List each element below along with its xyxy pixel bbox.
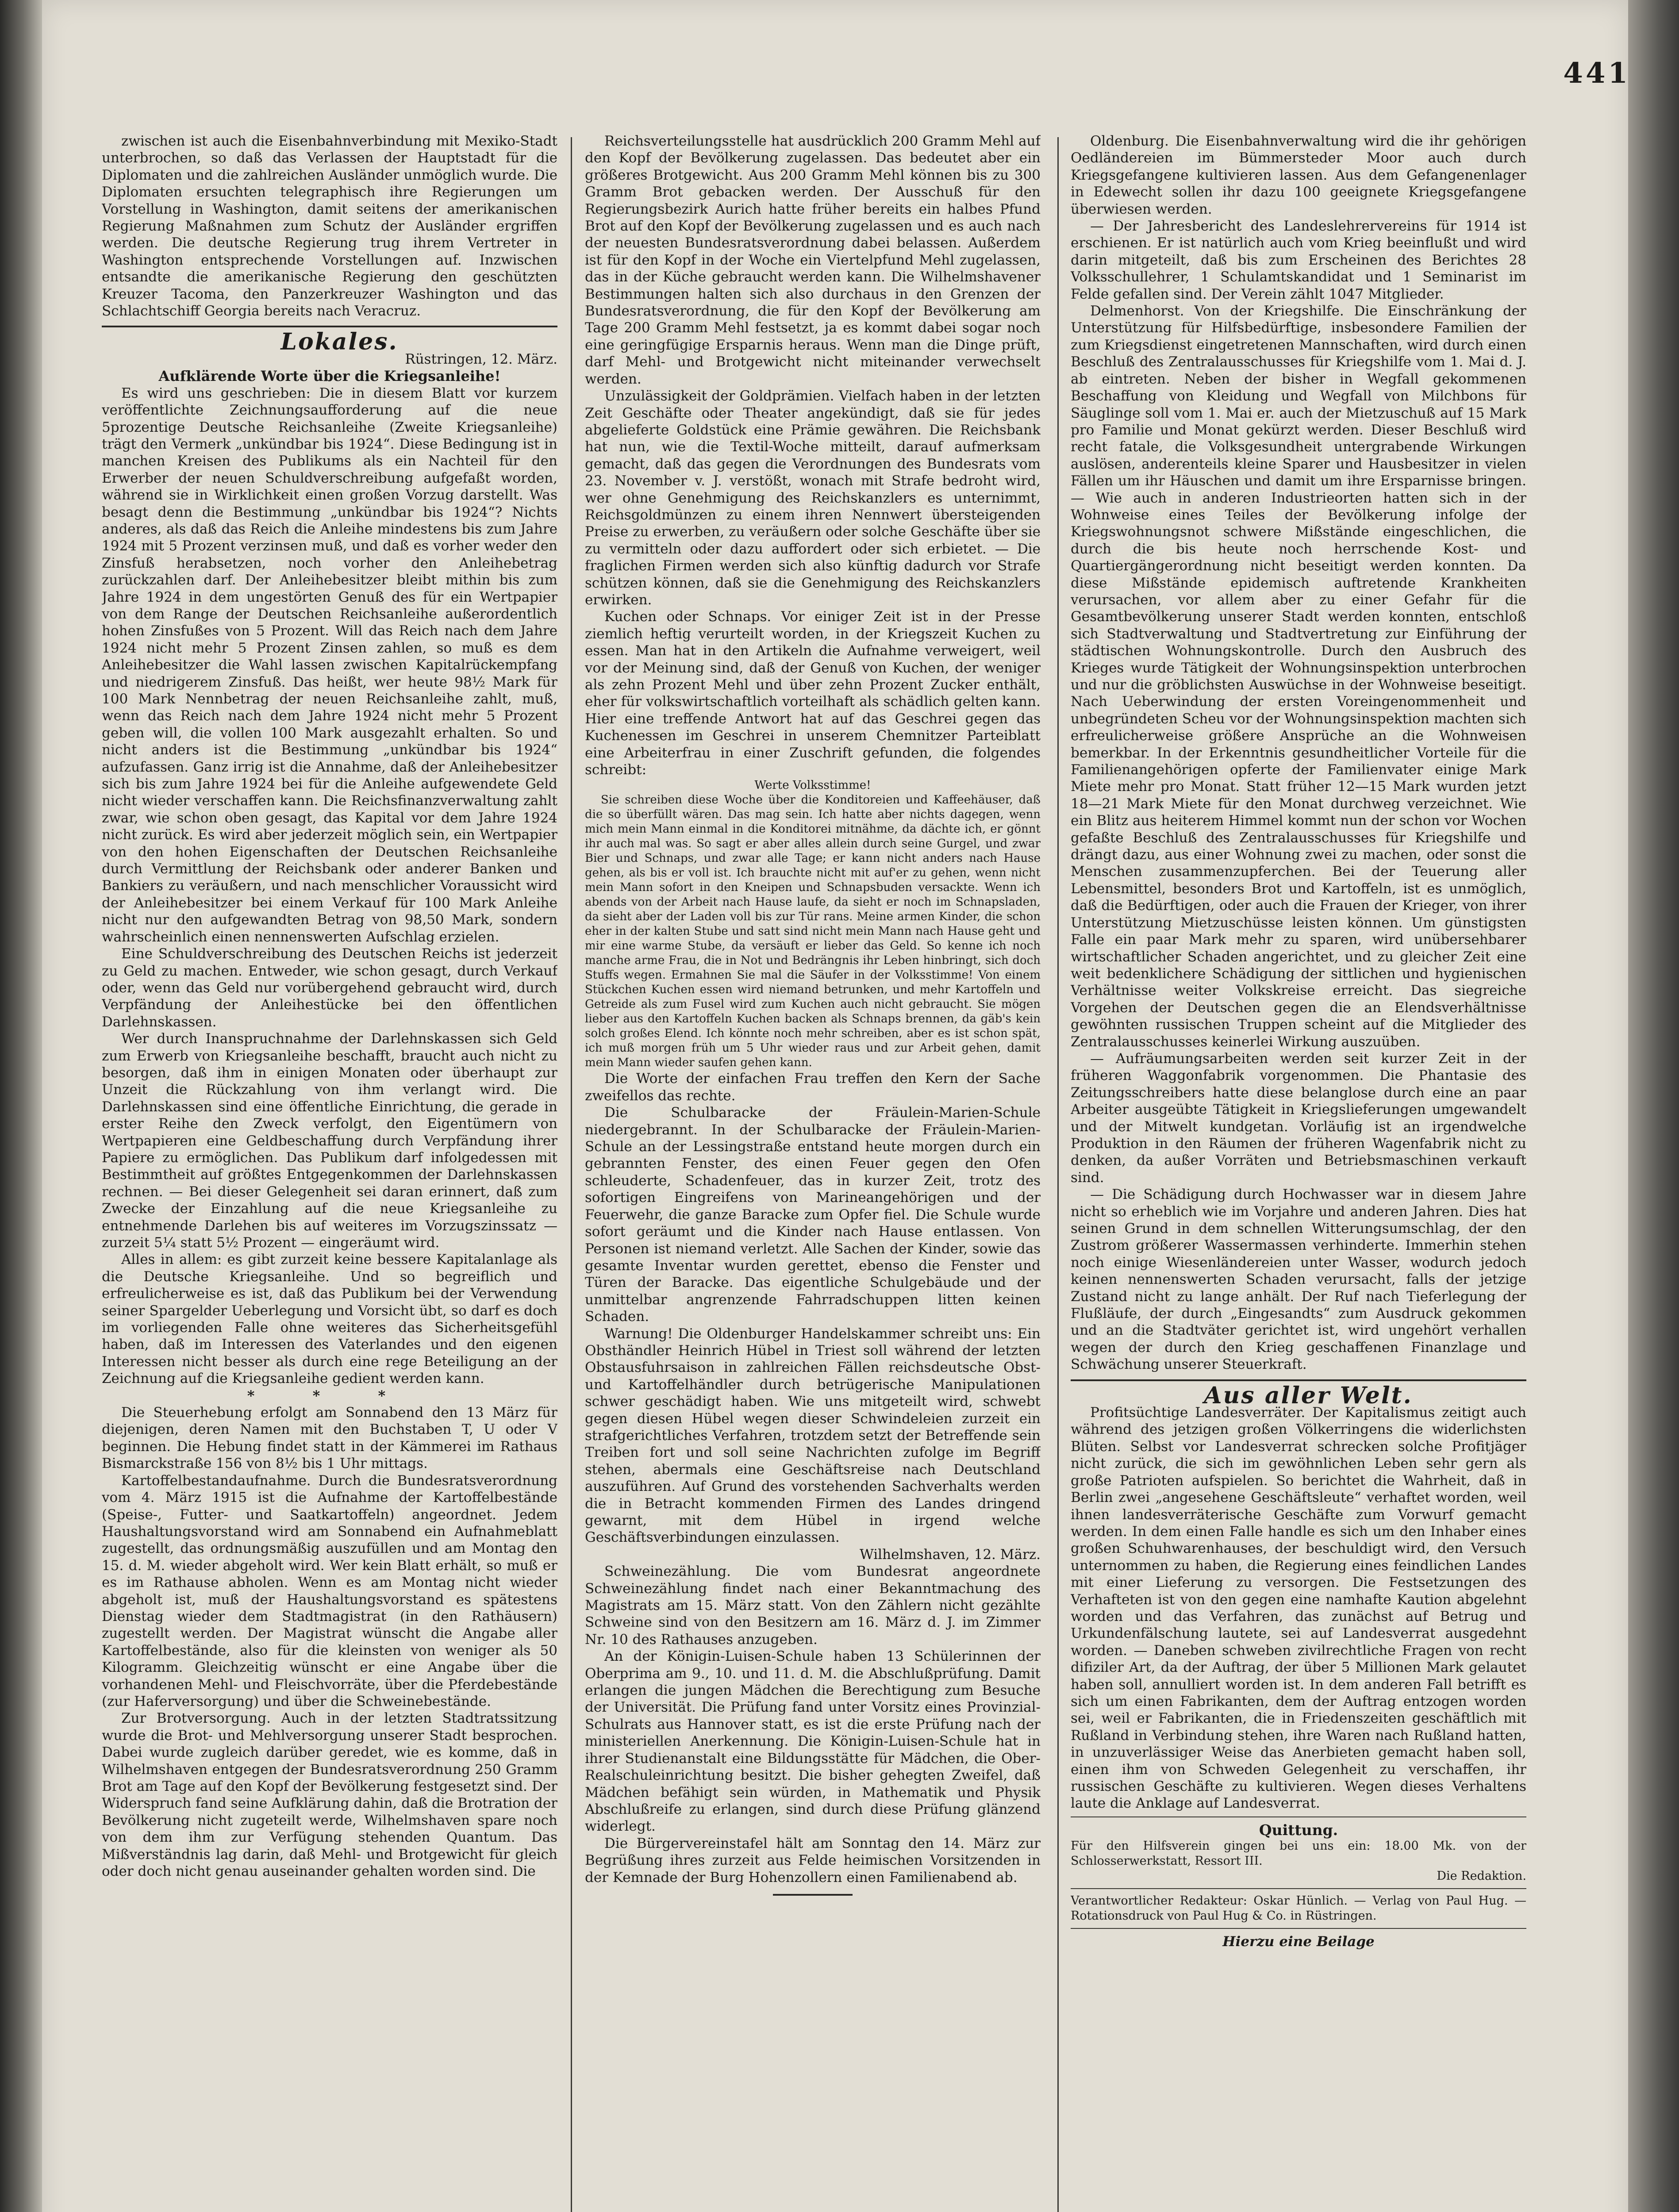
column-1: [102, 133, 557, 2212]
paragraph: Wer durch Inanspruchnahme der Darlehnskassen sich Geld zum Erwerb von Kriegsanleihe beschafft, braucht auch nicht zu besorgen, daß ihm in einigen Monaten oder überhaupt zur Unzeit die Rückzahlung von ihm verlangt wird. Die Darlehnskassen sind eine öffentliche Einrichtung, die gerade in erster Reihe den Zweck verfolgt, den Eigentümern von Wertpapieren eine Geldbeschaffung durch Verpfändung ihrer Papiere zu ermöglichen. Das Publikum darf infolgedessen mit Bestimmtheit auf größtes Entgegenkommen der Darlehnskassen rechnen. — Bei dieser Gelegenheit sei daran erinnert, daß zum Zwecke der Einzahlung auf die neue Kriegsanleihe zu entnehmende Darlehen bis auf weiteres im Vorzugszinssatz — zurzeit 5¼ statt 5½ Prozent — eingeräumt wird.: [102, 1031, 557, 1251]
column-divider: [571, 137, 572, 2212]
letter-body: Sie schreiben diese Woche über die Konditoreien und Kaffeehäuser, daß die so überfüllt wären. Das mag sein. Ich hatte aber nichts dagegen, wenn mich mein Mann einmal in die Konditorei mitnähme, da dächte ich, er gönnt ihr auch mal was. So sagt er aber alles allein durch seine Gurgel, und zwar Bier und Schnaps, und zwar alle Tage; er kann nicht anders nach Hause gehen, als bis er voll ist. Ich brauchte nicht mit auf'er zu gehen, wenn nicht mein Mann sofort in den Kneipen und Schnapsbuden versackte. Wenn ich abends von der Arbeit nach Hause laufe, da sieht er noch im Schnapsladen, da sieht aber der Laden voll bis zur Tür rans. Meine armen Kinder, die schon eher in der kalten Stube und satt sind nicht mein Mann nach Hause geht und mir eine warme Stube, da versäuft er lieber das Geld. So kenne ich noch manche arme Frau, die in Not und Bedrängnis ihr Leben hinbringt, sich doch Stuffs wegen. Ermahnen Sie mal die Säufer in der Volksstimme! Von einem Stückchen Kuchen essen wird niemand betrunken, und mehr Kartoffeln und Getreide als zum Fusel wird zum Kuchen auch nicht gebraucht. Sie mögen lieber aus den Kartoffeln Kuchen backen als Schnaps brennen, da gäb's kein solch großes Elend. Ich könnte noch mehr schreiben, aber es ist schon spät, ich muß morgen früh um 5 Uhr wieder raus und zur Arbeit gehen, damit mein Mann wieder saufen gehen kann.: [585, 793, 1041, 1070]
section-title-lokales: Lokales.: [280, 328, 398, 356]
paragraph: Schweinezählung. Die vom Bundesrat angeordnete Schweinezählung findet nach einer Bekanntmachung des Magistrats am 15. März statt. Von den Zählern nicht gezählte Schweine sind von den Besitzern am 16. März d. J. im Zimmer Nr. 10 des Rathauses anzugeben.: [585, 1563, 1041, 1647]
paragraph: Reichsverteilungsstelle hat ausdrücklich 200 Gramm Mehl auf den Kopf der Bevölkerung zugelassen. Das bedeutet aber ein größeres Brotgewicht. Aus 200 Gramm Mehl können bis zu 300 Gramm Brot gebacken werden. Der Ausschuß für den Regierungsbezirk Aurich hatte früher bereits ein halbes Pfund Brot auf den Kopf der Bevölkerung zugelassen und es auch nach der neuesten Bundesratsverordnung dabei belassen. Außerdem ist für den Kopf in der Woche ein Viertelpfund Mehl zugelassen, das in der Küche gebraucht werden kann. Die Wilhelmshavener Bestimmungen halten sich also durchaus in den Grenzen der Bundesratsverordnung, die für den Kopf der Bevölkerung am Tage 200 Gramm Mehl festsetzt, ja es kommt dabei sogar noch eine geringfügige Ersparnis heraus. Wenn man die Dinge prüft, darf Mehl- und Brotgewicht nicht miteinander verwechselt werden.: [585, 133, 1041, 387]
paragraph: Alles in allem: es gibt zurzeit keine bessere Kapitalanlage als die Deutsche Kriegsanleihe. Und so begreiflich und erfreulicherweise es ist, daß das Publikum bei der Verwendung seiner Spargelder Ueberlegung und Vorsicht übt, so darf es doch im vorliegenden Falle ohne weiteres das Sicherheitsgefühl haben, daß im Interessen des Vaterlandes und den eigenen Interessen nicht besser als durch eine rege Beteiligung an der Zeichnung auf die Kriegsanleihe gedient werden kann.: [102, 1252, 557, 1387]
paragraph: — Der Jahresbericht des Landeslehrervereins für 1914 ist erschienen. Er ist natürlich auch vom Krieg beeinflußt und wird darin mitgeteilt, daß bis zum Erscheinen des Berichtes 28 Volksschullehrer, 1 Schulamtskandidat und 1 Seminarist im Felde gefallen sind. Der Verein zählt 1047 Mitglieder.: [1071, 218, 1526, 302]
paragraph: — Aufräumungsarbeiten werden seit kurzer Zeit in der früheren Waggonfabrik vorgenommen. Die Phantasie des Zeitungsschreibers hatte diese belanglose durch eine an paar Arbeiter ausgeübte Tätigkeit in Kriegslieferungen umgewandelt und der Mitwelt kundgetan. Vorläufig ist an irgendwelche Produktion in den Räumen der früheren Wagenfabrik nicht zu denken, da außer Vorräten und Betriebsmaschinen verkauft sind.: [1071, 1050, 1526, 1186]
section-rule: [102, 326, 557, 327]
paragraph: Unzulässigkeit der Goldprämien. Vielfach haben in der letzten Zeit Geschäfte oder Theater angekündigt, daß sie für jedes abgelieferte Goldstück eine Prämie gewähren. Die Reichsbank hat nun, wie die Textil-Woche mitteilt, darauf aufmerksam gemacht, daß das gegen die Verordnungen des Bundesrats vom 23. November v. J. verstößt, wonach mit Strafe bedroht wird, wer ohne Genehmigung des Reichskanzlers es unternimmt, Reichsgoldmünzen zu einem ihren Nennwert übersteigenden Preise zu erwerben, zu veräußern oder solche Geschäfte über sie zu vermitteln oder dazu auffordert oder sich erbietet. — Die fraglichen Firmen werden sich also künftig dadurch vor Strafe schützen können, daß sie die Genehmigung des Reichskanzlers erwirken.: [585, 388, 1041, 608]
paragraph: — Die Schädigung durch Hochwasser war in diesem Jahre nicht so erheblich wie im Vorjahre und anderen Jahren. Dies hat seinen Grund in dem schnellen Witterungsumschlag, der den Zustrom größerer Wassermassen verhinderte. Immerhin stehen noch einige Wiesenländereien unter Wasser, wodurch jedoch keinen nennenswerten Schaden verursacht, falls der jetzige Zustand nicht zu lange anhält. Der Ruf nach Tieferlegung der Flußläufe, der durch „Eingesandts“ zum Ausdruck gekommen und an die Stadtväter gerichtet ist, wird ungehört verhallen wegen der durch den Krieg geschaffenen Finanzlage und Schwächung unserer Steuerkraft.: [1071, 1187, 1526, 1373]
article-headline: Aufklärende Worte über die Kriegsanleihe!: [158, 368, 501, 385]
column-divider: [1057, 137, 1059, 2212]
divider: [1071, 1888, 1526, 1889]
quittung-title: Quittung.: [1259, 1821, 1338, 1839]
quittung-text: Für den Hilfsverein gingen bei uns ein: 18.00 Mk. von der Schlosserwerkstatt, Ressort III.: [1071, 1839, 1526, 1868]
reader-letter: [585, 778, 1041, 1070]
paragraph: Kartoffelbestandaufnahme. Durch die Bundesratsverordnung vom 4. März 1915 ist die Aufnahme der Kartoffelbestände (Speise-, Futter- und Saatkartoffeln) angeordnet. Jedem Haushaltungsvorstand wird am Sonnabend ein Aufnahmeblatt zugestellt, das ordnungsmäßig auszufüllen und am Montag den 15. d. M. wieder abgeholt wird. Wer kein Blatt erhält, so muß er es im Rathause abholen. Wenn es am Montag nicht wieder abgeholt ist, muß der Haushaltungsvorstand es spätestens Dienstag wieder dem Stadtmagistrat (in den Rathäusern) zugestellt werden. Der Magistrat wünscht die Angabe aller Kartoffelbestände, also für die kleinsten von weniger als 50 Kilogramm. Gleichzeitig wünscht er eine Angabe über die vorhandenen Mehl- und Fleischvorräte, über die Pferdebestände (zur Haferversorgung) und über die Schweinebestände.: [102, 1472, 557, 1709]
page-number: 441: [1563, 57, 1630, 90]
dateline: Rüstringen, 12. März.: [405, 351, 557, 367]
paragraph: Warnung! Die Oldenburger Handelskammer schreibt uns: Ein Obsthändler Heinrich Hübel in Triest soll während der letzten Obstausfuhrsaison in zahlreichen Fällen reichsdeutsche Obst- und Kartoffelhändler durch betrügerische Manipulationen schwer geschädigt haben. Wie uns mitgeteilt wird, schwebt gegen diesen Hübel wegen dieser Schwindeleien zurzeit ein strafgerichtliches Verfahren, trotzdem setzt der Betreffende sein Treiben fort und soll seine Nachrichten zufolge im Begriff stehen, abermals eine Geschäftsreise nach Deutschland auszuführen. Auf Grund des vorstehenden Sachverhalts werden die in Betracht kommenden Firmen des Landes dringend gewarnt, mit dem Hübel in irgend welche Geschäftsverbindungen einzulassen.: [585, 1325, 1041, 1546]
paragraph: Es wird uns geschrieben: Die in diesem Blatt vor kurzem veröffentlichte Zeichnungsaufforderung auf die neue 5prozentige Deutsche Reichsanleihe (Zweite Kriegsanleihe) trägt den Vermerk „unkündbar bis 1924“. Diese Bedingung ist in manchen Kreisen des Publikums als ein Nachteil für den Erwerber der neuen Schuldverschreibung aufgefaßt worden, während sie in Wirklichkeit einen großen Vorzug darstellt. Was besagt denn die Bestimmung „unkündbar bis 1924“? Nichts anderes, als daß das Reich die Anleihe mindestens bis zum Jahre 1924 mit 5 Prozent verzinsen muß, und daß es vorher weder den Zinsfuß herabsetzen, noch vorher den Anleihebetrag zurückzahlen darf. Der Anleihebesitzer bleibt mithin bis zum Jahre 1924 in dem ungestörten Genuß des für ein Wertpapier von dem Range der Deutschen Reichsanleihe außerordentlich hohen Zinsfußes von 5 Prozent. Will das Reich nach dem Jahre 1924 nicht mehr 5 Prozent Zinsen zahlen, so muß es dem Anleihebesitzer die Wahl lassen zwischen Kapitalrückempfang und niedrigerem Zinsfuß. Das heißt, wer heute 98½ Mark für 100 Mark Nennbetrag der neuen Reichsanleihe zahlt, muß, wenn das Reich nach dem Jahre 1924 nicht mehr 5 Prozent geben will, die vollen 100 Mark ausgezahlt erhalten. So und nicht anders ist die Bestimmung „unkündbar bis 1924“ aufzufassen. Ganz irrig ist die Annahme, daß der Anleihebesitzer sich bis zum Jahre 1924 bei für die Anleihe aufgewendete Geld nicht wieder verschaffen kann. Die Reichsfinanzverwaltung zahlt zwar, wie schon oben gesagt, das Kapital vor dem Jahre 1924 nicht zurück. Es wird aber jederzeit möglich sein, ein Wertpapier von den hohen Eigenschaften der Deutschen Reichsanleihe durch Vermittlung der Reichsbank oder anderer Banken und Bankiers zu veräußern, und nach menschlicher Voraussicht wird der Anleihebesitzer bei einem Verkauf für 100 Mark Anleihe nicht nur den aufgewandten Betrag von 98,50 Mark, sondern wahrscheinlich einen nennenswerten Aufschlag erzielen.: [102, 385, 557, 945]
paragraph: Die Worte der einfachen Frau treffen den Kern der Sache zweifellos das rechte.: [585, 1071, 1041, 1104]
end-rule: [773, 1894, 853, 1896]
separator-stars: * * *: [247, 1387, 412, 1404]
paragraph: Profitsüchtige Landesverräter. Der Kapitalismus zeitigt auch während des jetzigen großen Völkerringens die widerlichsten Blüten. Selbst vor Landesverrat schrecken solche Profitjäger nicht zurück, die sich im gewöhnlichen Leben sehr gern als große Patrioten aufspielen. So berichtet die Wahrheit, daß in Berlin zwei „angesehene Geschäftsleute“ verhaftet worden, weil ihnen landesverräterische Geschäfte zum Vorwurf gemacht werden. In dem einen Falle handle es sich um den Inhaber eines großen Schuhwarenhauses, der beschuldigt wird, den Versuch unternommen zu haben, die Regierung eines feindlichen Landes mit einer Lieferung zu versorgen. Die Festsetzungen des Verhafteten ist von den gegen eine namhafte Kaution abgelehnt worden und das Verfahren, das zunächst auf Betrug und Urkundenfälschung lautete, sei auf Landesverrat ausgedehnt worden. — Daneben schweben zivilrechtliche Fragen von recht difiziler Art, da der Auftrag, der über 5 Millionen Mark gelautet haben soll, annulliert worden ist. In dem anderen Fall betrifft es sich um einen Fabrikanten, dem der Auftrag entzogen worden sei, weil er Fabrikanten, die in Friedenszeiten geschäftlich mit Rußland in Verbindung stehen, ihre Waren nach Rußland hatten, in unzuverlässiger Weise das Anerbieten gemacht haben soll, einen ihm von Schweden Gelegenheit zu verschaffen, ihr russischen Geschäfte zu kultivieren. Wegen dieses Verhaltens laute die Anklage auf Landesverrat.: [1071, 1405, 1526, 1812]
paragraph: Die Steuerhebung erfolgt am Sonnabend den 13 März für diejenigen, deren Namen mit den Buchstaben T, U oder V beginnen. Die Hebung findet statt in der Kämmerei im Rathaus Bismarckstraße 156 von 8½ bis 1 Uhr mittags.: [102, 1405, 557, 1472]
section-title-aus-aller-welt: Aus aller Welt.: [1204, 1382, 1413, 1409]
column-3: [1071, 133, 1526, 2212]
divider: [1071, 1816, 1526, 1817]
dateline: Wilhelmshaven, 12. März.: [859, 1546, 1041, 1563]
paragraph: Die Bürgervereinstafel hält am Sonntag den 14. März zur Begrüßung ihres zurzeit aus Felde heimischen Vorsitzenden in der Kemnade der Burg Hohenzollern einen Familienabend ab.: [585, 1835, 1041, 1886]
paragraph: An der Königin-Luisen-Schule haben 13 Schülerinnen der Oberprima am 9., 10. und 11. d. M. die Abschlußprüfung. Damit erlangen die jungen Mädchen die Berechtigung zum Besuche der Universität. Die Prüfung fand unter Vorsitz eines Provinzial-Schulrats aus Hannover statt, es ist die erste Prüfung nach der ministeriellen Anerkennung. Die Königin-Luisen-Schule hat in ihrer Studienanstalt eine Bildungsstätte für Mädchen, die Ober-Realschuleinrichtung besitzt. Die bisher gehegten Zweifel, daß Mädchen befähigt sein würden, in Mathematik und Physik Abschlußreife zu erlangen, sind durch diese Prüfung glänzend widerlegt.: [585, 1648, 1041, 1835]
scan-right-edge: [1628, 0, 1679, 2212]
paragraph: zwischen ist auch die Eisenbahnverbindung mit Mexiko-Stadt unterbrochen, so daß das Verlassen der Hauptstadt für die Diplomaten und die zahlreichen Ausländer unmöglich wurde. Die Diplomaten ersuchten telegraphisch ihre Regierungen um Vorstellung in Washington, damit seitens der amerikanischen Regierung Maßnahmen zum Schutz der Ausländer ergriffen werden. Die deutsche Regierung trug ihrem Vertreter in Washington entsprechende Vorstellungen auf. Inzwischen entsandte die amerikanische Regierung den geschützten Kreuzer Tacoma, den Panzerkreuzer Washington und das Schlachtschiff Georgia bereits nach Veracruz.: [102, 133, 557, 319]
paragraph: Eine Schuldverschreibung des Deutschen Reichs ist jederzeit zu Geld zu machen. Entweder, wie schon gesagt, durch Verkauf oder, wenn das Geld nur vorübergehend gebraucht wird, durch Verpfändung der Anleihestücke bei den öffentlichen Darlehnskassen.: [102, 946, 557, 1030]
scan-left-edge: [0, 0, 42, 2212]
supplement-note: Hierzu eine Beilage: [1222, 1934, 1375, 1950]
paragraph: Oldenburg. Die Eisenbahnverwaltung wird die ihr gehörigen Oedländereien im Bümmersteder Moor auch durch Kriegsgefangene kultivieren lassen. Aus dem Gefangenenlager in Edewecht sollen ihr dazu 100 geeignete Kriegsgefangene überwiesen werden.: [1071, 133, 1526, 217]
column-2: [585, 133, 1041, 2212]
divider: [1071, 1928, 1526, 1929]
letter-title: Werte Volksstimme!: [754, 779, 871, 792]
paragraph: Die Schulbaracke der Fräulein-Marien-Schule niedergebrannt. In der Schulbaracke der Fräulein-Marien-Schule an der Lessingstraße entstand heute morgen durch ein gebrannten Fenster, des einen Feuer gegen den Ofen schleuderte, Schadenfeuer, das in kurzer Zeit, trotz des sofortigen Eingreifens von Marineangehörigen und der Feuerwehr, die ganze Baracke zum Opfer fiel. Die Schule wurde sofort geräumt und die Kinder nach Hause entlassen. Von Personen ist niemand verletzt. Alle Sachen der Kinder, sowie das gesamte Inventar wurden gerettet, ebenso die Fenster und Türen der Baracke. Das eigentliche Schulgebäude und der unmittelbar angrenzende Fahrradschuppen litten keinen Schaden.: [585, 1105, 1041, 1325]
quittung-signature: Die Redaktion.: [1437, 1869, 1526, 1883]
section-rule: [1071, 1379, 1526, 1381]
paragraph: Zur Brotversorgung. Auch in der letzten Stadtratssitzung wurde die Brot- und Mehlversorgung unserer Stadt besprochen. Dabei wurde zugleich darüber geredet, wie es komme, daß in Wilhelmshaven entgegen der Bundesratsverordnung 250 Gramm Brot am Tage auf den Kopf der Bevölkerung festgesetzt sind. Der Widerspruch fand seine Aufklärung dahin, daß die Brotration der Bevölkerung nicht zugeteilt werde, Wilhelmshaven spare noch von dem ihm zur Verfügung stehenden Quantum. Das Mißverständnis lag darin, daß Mehl- und Brotgewicht für gleich oder doch nicht genau auseinander gehalten worden sind. Die: [102, 1710, 557, 1880]
paragraph: Delmenhorst. Von der Kriegshilfe. Die Einschränkung der Unterstützung für Hilfsbedürftige, insbesondere Familien der zum Kriegsdienst eingetretenen Mannschaften, wird durch einen Beschluß des Zentralausschusses für Kriegshilfe vom 1. Mai d. J. ab eintreten. Neben der bisher in Wegfall gekommenen Beschaffung von Kleidung und Wegfall von Milchbons für Säuglinge soll vom 1. Mai er. auch der Mietzuschuß auf 15 Mark pro Familie und Monat gekürzt werden. Dieser Beschluß wird recht fatale, die Volksgesundheit untergrabende Wirkungen auslösen, anderenteils kleine Sparer und Hausbesitzer in vielen Fällen um ihr Häuschen und damit um ihre Ersparnisse bringen. — Wie auch in anderen Industrieorten hatten sich in der Wohnweise eines Teiles der Bevölkerung infolge der Kriegswohnungsnot schwere Mißstände eingeschlichen, die durch die bis heute noch herrschende Kost- und Quartiergängerordnung nicht beseitigt werden konnten. Da diese Mißstände epidemisch auftretende Krankheiten verursachen, vor allem aber zu einer Gefahr für die Gesamtbevölkerung unserer Stadt werden konnten, entschloß sich Stadtverwaltung und Stadtvertretung zur Einführung der städtischen Wohnungskontrolle. Durch den Ausbruch des Krieges wurde Tätigkeit der Wohnungsinspektion unterbrochen und nur die gröblichsten Auswüchse in der Wohnweise beseitigt. Nach Ueberwindung der ersten Voreingenommenheit und unbegründeten Scheu vor der Wohnungsinspektion machten sich erfreulicherweise größere Ansprüche an die Wohnweisen bemerkbar. In der Erkenntnis gesundheitlicher Vorteile für die Familienangehörigen opferte der Familienvater einige Mark Miete mehr pro Monat. Statt früher 12—15 Mark wurden jetzt 18—21 Mark Miete für den Monat durchweg verzeichnet. Wie ein Blitz aus heiterem Himmel kommt nun der schon vor Wochen gefaßte Beschluß des Zentralausschusses für Kriegshilfe und drängt dazu, aus einer Wohnung zwei zu machen, oder sonst die Menschen zusammenzupferchen. Bei der Teuerung aller Lebensmittel, besonders Brot und Kartoffeln, ist es unmöglich, daß die Bedürftigen, oder auch die Frauen der Krieger, von ihrer Unterstützung Mietzuschüsse leisten können. Um günstigsten Falle ein paar Mark mehr zu sparen, wird unübersehbarer wirtschaftlicher Schaden angerichtet, und zu gleicher Zeit eine weit bedenklichere Schädigung der sittlichen und hygienischen Verhältnisse weiter Volkskreise erreicht. Das siegreiche Vorgehen der Deutschen gegen die an Elendsverhältnisse gewöhnten russischen Truppen scheint auf die Mitglieder des Zentralausschusses keinerlei Wirkung auszuüben.: [1071, 303, 1526, 1050]
imprint: Verantwortlicher Redakteur: Oskar Hünlich. — Verlag von Paul Hug. — Rotationsdruck von Paul Hug & Co. in Rüstringen.: [1071, 1894, 1526, 1923]
paragraph: Kuchen oder Schnaps. Vor einiger Zeit ist in der Presse ziemlich heftig verurteilt worden, in der Kriegszeit Kuchen zu essen. Man hat in den Artikeln die Aufnahme verweigert, weil vor der Meinung sind, daß der Genuß von Kuchen, der weniger als zehn Prozent Mehl und über zehn Prozent Zucker enthält, eher für volkswirtschaftlich vorteilhaft als schädlich gelten kann. Hier eine treffende Antwort hat auf das Geschrei gegen das Kuchenessen im Geschrei in unserem Chemnitzer Parteiblatt eine Arbeiterfrau in einer Zuschrift gefunden, die folgendes schreibt:: [585, 609, 1041, 778]
